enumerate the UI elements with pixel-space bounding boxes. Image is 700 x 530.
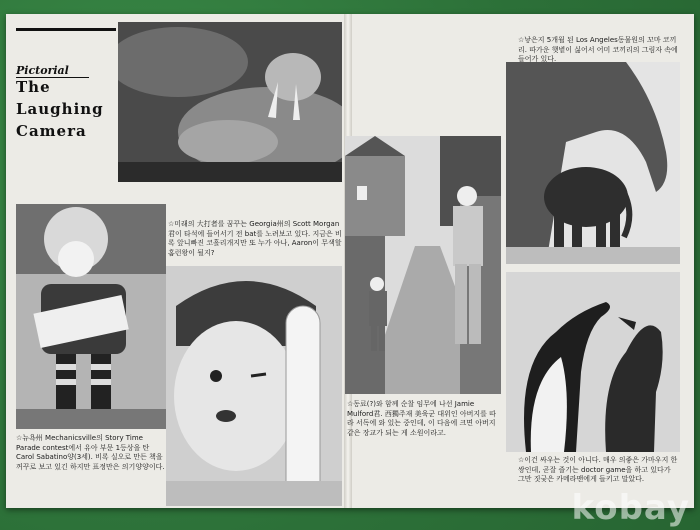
photo-boy-bat bbox=[166, 266, 342, 506]
clown-child-image bbox=[16, 204, 166, 429]
section-kicker: Pictorial bbox=[16, 64, 89, 78]
photo-walrus bbox=[118, 22, 342, 182]
feature-title bbox=[16, 76, 121, 142]
boy-bat-image bbox=[166, 266, 342, 506]
title-line-3: Camera bbox=[16, 122, 87, 140]
photo-cormorants bbox=[506, 272, 680, 452]
caption-police-boy: ☆동료(?)와 함께 순찰 임무에 나선 Jamie Mulford君. 西獨주재 美육군 대위인 아버지를 따라 서독에 와 있는 중인데, 이 다음에 크면 아버지 같은 장교가 되는 게 소원이라고. bbox=[347, 400, 496, 437]
photo-police-boy bbox=[345, 136, 501, 394]
photo-clown-child bbox=[16, 204, 166, 429]
caption-boy-bat: ☆미래의 大打者를 꿈꾸는 Georgia州의 Scott Morgan 君이 타석에 들어서기 전 bat를 노려보고 있다. 지금은 비록 앞니빠진 코흘리개지만 또 누가 아나, Aaron이 무색할 홈런왕이 될지? bbox=[168, 220, 342, 257]
cormorants-image bbox=[506, 272, 680, 452]
title-line-1: The bbox=[16, 78, 51, 96]
magazine-spread bbox=[6, 14, 694, 508]
police-boy-image bbox=[345, 136, 501, 394]
kobay-watermark: kobay bbox=[571, 488, 690, 528]
caption-clown-child: ☆뉴욕州 Mechanicsville의 Story Time Parade contest에서 유아 부문 1등상을 탄 Carol Sabatino양(3세). 비록 실오로 만든 책을 꺼꾸로 보고 있긴 하지만 표정만은 의기양양이다. bbox=[16, 434, 165, 471]
title-rule bbox=[16, 28, 116, 31]
caption-elephants: ☆낳은지 5개월 된 Los Angeles동물원의 꼬마 코끼리. 따가운 햇볕이 싫어서 어미 코끼리의 그림자 속에 들어가 있다. bbox=[518, 36, 678, 63]
title-line-2: Laughing bbox=[16, 100, 104, 118]
elephants-image bbox=[506, 62, 680, 264]
walrus-image bbox=[118, 22, 342, 182]
caption-cormorants: ☆이건 싸우는 것이 아니다. 매우 의좋은 가마우지 한쌍인데, 곧잘 즐기는 doctor game을 하고 있다가 그만 짓궂은 카메라맨에게 들키고 말았다. bbox=[518, 456, 678, 483]
photo-elephants bbox=[506, 62, 680, 264]
